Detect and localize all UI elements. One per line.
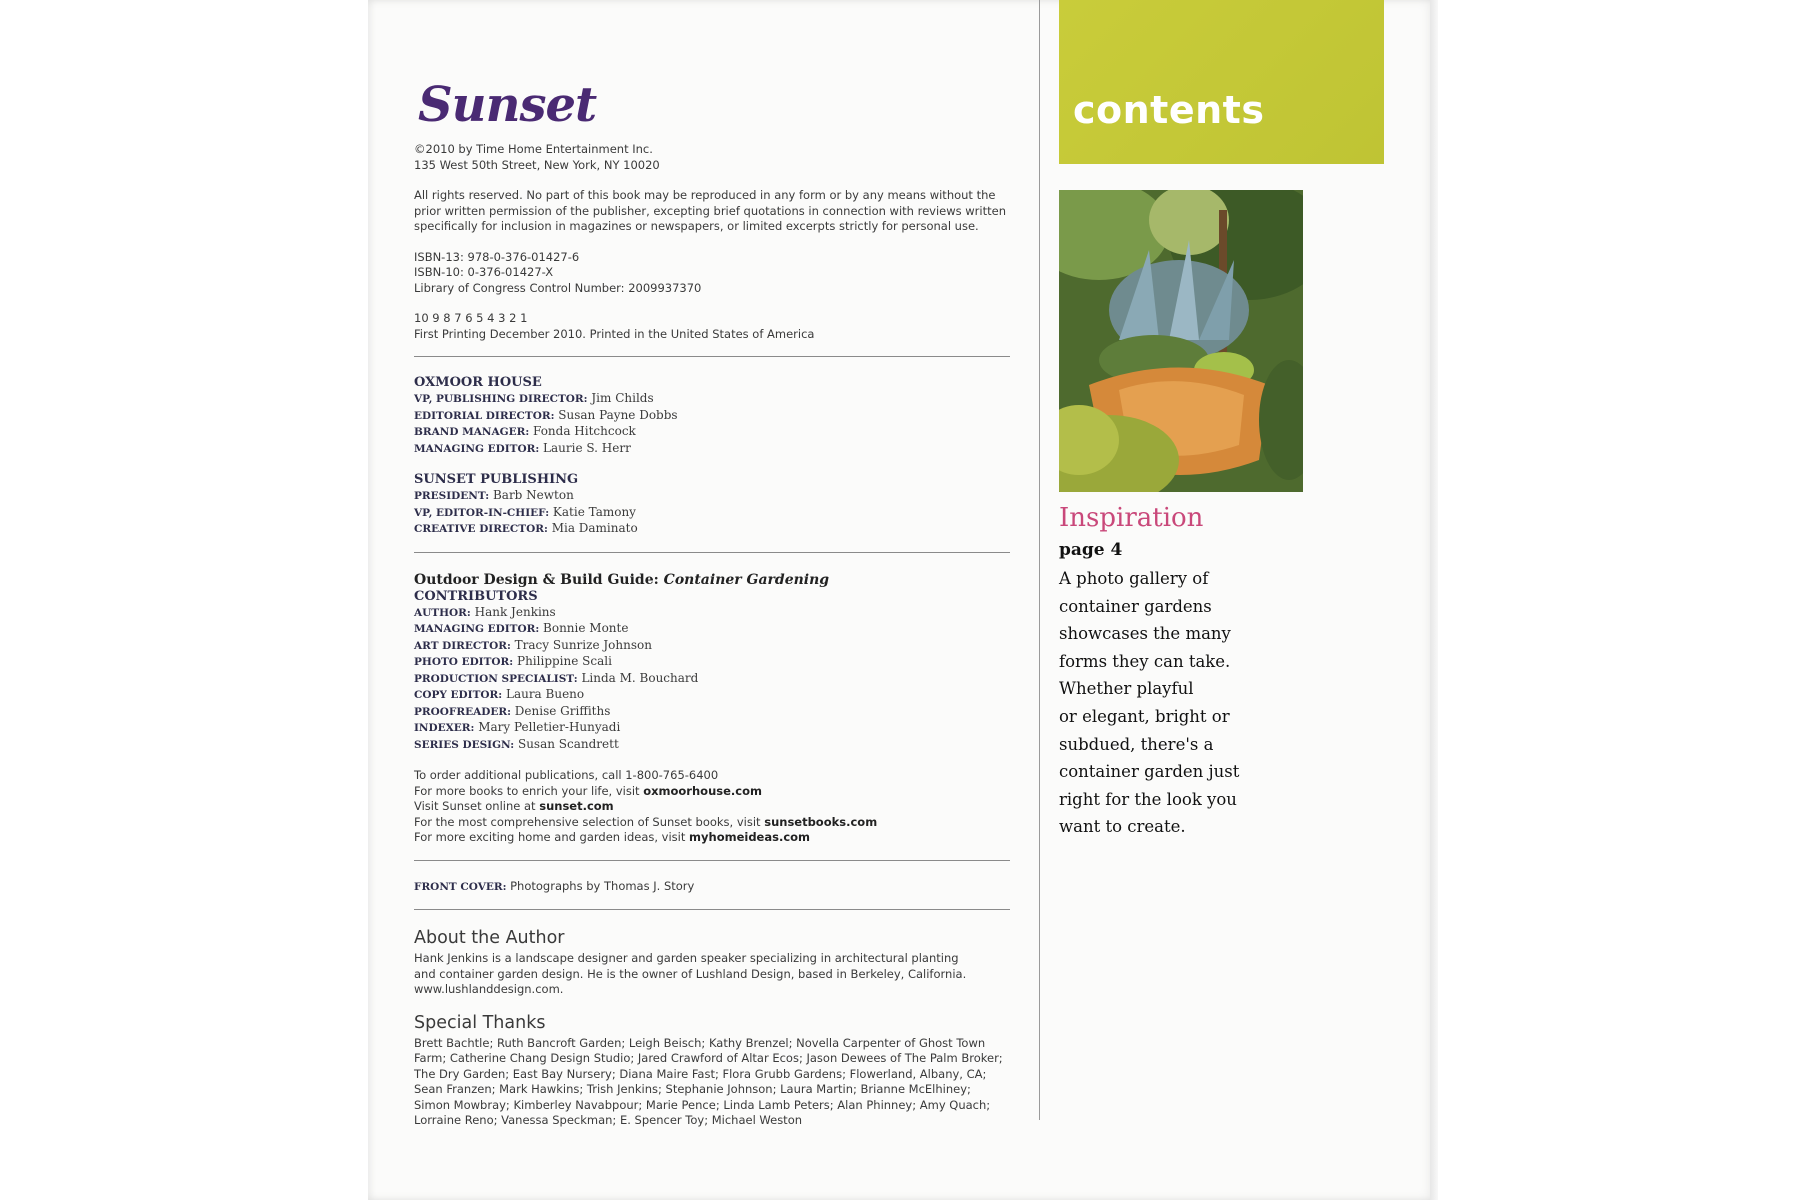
staff-role: MANAGING EDITOR: [414, 623, 540, 635]
staff-role: ART DIRECTOR: [414, 639, 511, 652]
staff-line [414, 621, 1014, 638]
staff-line [414, 391, 1014, 408]
website-link[interactable]: sunset.com [539, 799, 614, 813]
staff-name: Bonnie Monte [543, 621, 629, 635]
staff-role: COPY EDITOR: [414, 689, 503, 701]
printing-line: First Printing December 2010. Printed in the United States of America [414, 326, 815, 341]
link-line [414, 768, 1014, 784]
link-text: Visit Sunset online at [414, 799, 540, 813]
links-list [414, 768, 1014, 846]
thanks-line: Lorraine Reno; Vanessa Speckman; E. Spencer Toy; Michael Weston [414, 1113, 803, 1127]
staff-line [414, 638, 1014, 655]
staff-line [414, 488, 1014, 505]
staff-line [414, 408, 1014, 425]
sunset-staff-list [414, 488, 1014, 538]
column-divider [1039, 0, 1040, 1120]
contributors-heading: CONTRIBUTORS [414, 588, 538, 604]
staff-role: INDEXER: [414, 722, 475, 734]
website-link[interactable]: oxmoorhouse.com [643, 783, 762, 798]
thanks-line: Farm; Catherine Chang Design Studio; Jared Crawford of Altar Ecos; Jason Dewees of The Palm Broker; [414, 1051, 1003, 1065]
staff-line [414, 441, 1014, 458]
rights-line: All rights reserved. No part of this book may be reproduced in any form or by any means without the [414, 188, 996, 202]
oxmoor-heading: OXMOOR HOUSE [414, 375, 542, 390]
staff-name: Jim Childs [591, 391, 654, 405]
inspiration-title: Inspiration [1059, 503, 1204, 533]
staff-name: Laura Bueno [505, 687, 585, 701]
thanks-list [414, 1036, 1014, 1129]
oxmoor-staff-list [414, 391, 1014, 457]
link-text: For more exciting home and garden ideas, visit [414, 830, 690, 844]
staff-line [414, 605, 1014, 622]
thanks-line: Simon Mowbray; Kimberley Navabpour; Marie Pence; Linda Lamb Peters; Alan Phinney; Amy Quach; [414, 1097, 991, 1112]
isbn13: ISBN-13: 978-0-376-01427-6 [414, 249, 580, 264]
staff-name: Mia Daminato [551, 521, 638, 535]
divider [414, 356, 1010, 357]
inspiration-description [1059, 565, 1289, 841]
address-line: 135 West 50th Street, New York, NY 10020 [414, 157, 660, 172]
staff-name: Laurie S. Herr [543, 440, 631, 455]
links-block [414, 768, 1014, 846]
loc-number: Library of Congress Control Number: 2009937370 [414, 280, 702, 295]
inspiration-line: or elegant, bright or [1059, 706, 1230, 726]
guide-title-prefix: Outdoor Design & Build Guide: [414, 571, 659, 588]
about-line: www.lushlanddesign.com. [414, 982, 564, 996]
staff-role: PRESIDENT: [414, 490, 490, 502]
link-text: To order additional publications, call 1-800-765-6400 [414, 768, 719, 782]
contributors-list [414, 605, 1014, 754]
link-line [414, 815, 1014, 831]
thanks-line: Sean Franzen; Mark Hawkins; Trish Jenkins; Stephanie Johnson; Laura Martin; Brianne McElhiney; [414, 1082, 971, 1096]
sunset-logo: Sunset [418, 77, 597, 133]
staff-line [414, 505, 1014, 522]
isbn10: ISBN-10: 0-376-01427-X [414, 265, 554, 279]
staff-name: Mary Pelletier-Hunyadi [478, 720, 621, 734]
divider [414, 909, 1010, 910]
staff-name: Hank Jenkins [474, 604, 556, 619]
staff-name: Barb Newton [492, 488, 574, 502]
staff-line [414, 671, 1014, 688]
front-cover-text: Photographs by Thomas J. Story [510, 878, 695, 893]
inspiration-line: showcases the many [1059, 624, 1231, 644]
copyright-line: ©2010 by Time Home Entertainment Inc. [414, 142, 653, 156]
about-author-title: About the Author [414, 928, 565, 948]
staff-name: Fonda Hitchcock [533, 424, 636, 438]
rights-line: prior written permission of the publisher, excepting brief quotations in connection with reviews written [414, 203, 1006, 218]
page-edge [1430, 0, 1438, 1200]
copyright-column [414, 78, 1014, 1144]
link-line [414, 830, 1014, 846]
staff-line [414, 704, 1014, 721]
website-link[interactable]: sunsetbooks.com [764, 814, 878, 829]
staff-role: PROOFREADER: [414, 705, 511, 718]
rights-line: specifically for inclusion in magazines or newspapers, or limited excerpts strictly for personal use. [414, 219, 979, 233]
staff-line [414, 521, 1014, 538]
staff-role: MANAGING EDITOR: [414, 442, 540, 455]
guide-contributors [414, 571, 1014, 754]
staff-role: PRODUCTION SPECIALIST: [414, 672, 578, 685]
contents-banner [1059, 0, 1384, 164]
staff-line [414, 687, 1014, 704]
contents-title: contents [1073, 88, 1265, 132]
staff-line [414, 720, 1014, 737]
inspiration-line: right for the look you [1059, 789, 1237, 809]
sunset-publishing-heading: SUNSET PUBLISHING [414, 472, 579, 487]
staff-line [414, 654, 1014, 671]
inspiration-line: container garden just [1059, 762, 1240, 782]
staff-name: Katie Tamony [552, 504, 636, 519]
staff-name: Susan Payne Dobbs [558, 407, 678, 422]
about-author [414, 928, 1014, 998]
isbn-block [414, 250, 1014, 297]
oxmoor-staff [414, 375, 1014, 457]
link-text: For the most comprehensive selection of Sunset books, visit [414, 814, 765, 829]
front-cover-credit [414, 879, 1014, 896]
guide-title-italic: Container Gardening [663, 571, 830, 588]
staff-name: Denise Griffiths [514, 703, 611, 718]
link-line [414, 784, 1014, 800]
staff-line [414, 737, 1014, 754]
staff-role: VP, PUBLISHING DIRECTOR: [414, 393, 588, 405]
thanks-line: Brett Bachtle; Ruth Bancroft Garden; Leigh Beisch; Kathy Brenzel; Novella Carpenter of Ghost Town [414, 1035, 986, 1050]
print-sequence: 10 9 8 7 6 5 4 3 2 1 [414, 311, 528, 325]
front-cover-label: FRONT COVER: [414, 880, 507, 893]
rights-block [414, 188, 1014, 235]
about-line: and container garden design. He is the owner of Lushland Design, based in Berkeley, California. [414, 966, 967, 981]
staff-role: BRAND MANAGER: [414, 426, 530, 438]
link-text: For more books to enrich your life, visit [414, 783, 644, 798]
sunset-staff [414, 472, 1014, 538]
staff-role: PHOTO EDITOR: [414, 656, 514, 668]
link-line [414, 799, 1014, 815]
inspiration-page: page 4 [1059, 540, 1123, 560]
inspiration-line: forms they can take. [1059, 651, 1231, 671]
thanks-line: The Dry Garden; East Bay Nursery; Diana Maire Fast; Flora Grubb Gardens; Flowerland, Albany, CA; [414, 1066, 987, 1081]
staff-name: Tracy Sunrize Johnson [514, 637, 652, 652]
inspiration-line: A photo gallery of [1059, 569, 1209, 588]
staff-role: AUTHOR: [414, 606, 471, 619]
divider [414, 860, 1010, 861]
inspiration-line: subdued, there's a [1059, 734, 1214, 754]
staff-name: Philippine Scali [517, 654, 612, 668]
staff-role: CREATIVE DIRECTOR: [414, 523, 548, 535]
staff-name: Susan Scandrett [517, 736, 619, 751]
inspiration-line: Whether playful [1059, 679, 1194, 699]
staff-role: SERIES DESIGN: [414, 738, 515, 751]
staff-role: EDITORIAL DIRECTOR: [414, 409, 555, 422]
divider [414, 552, 1010, 553]
inspiration-line: container gardens [1059, 596, 1212, 616]
special-thanks-title: Special Thanks [414, 1012, 546, 1033]
printing-block [414, 311, 1014, 342]
copyright-block [414, 142, 1014, 173]
staff-line [414, 424, 1014, 441]
about-line: Hank Jenkins is a landscape designer and garden speaker specializing in architectural planting [414, 951, 959, 965]
staff-role: VP, EDITOR-IN-CHIEF: [414, 506, 550, 519]
website-link[interactable]: myhomeideas.com [689, 830, 811, 844]
garden-container-photo [1059, 190, 1303, 492]
guide-title [414, 571, 1014, 589]
staff-name: Linda M. Bouchard [581, 670, 699, 685]
special-thanks [414, 1013, 1014, 1129]
photo-illustration [1059, 190, 1303, 492]
inspiration-line: want to create. [1059, 817, 1186, 837]
